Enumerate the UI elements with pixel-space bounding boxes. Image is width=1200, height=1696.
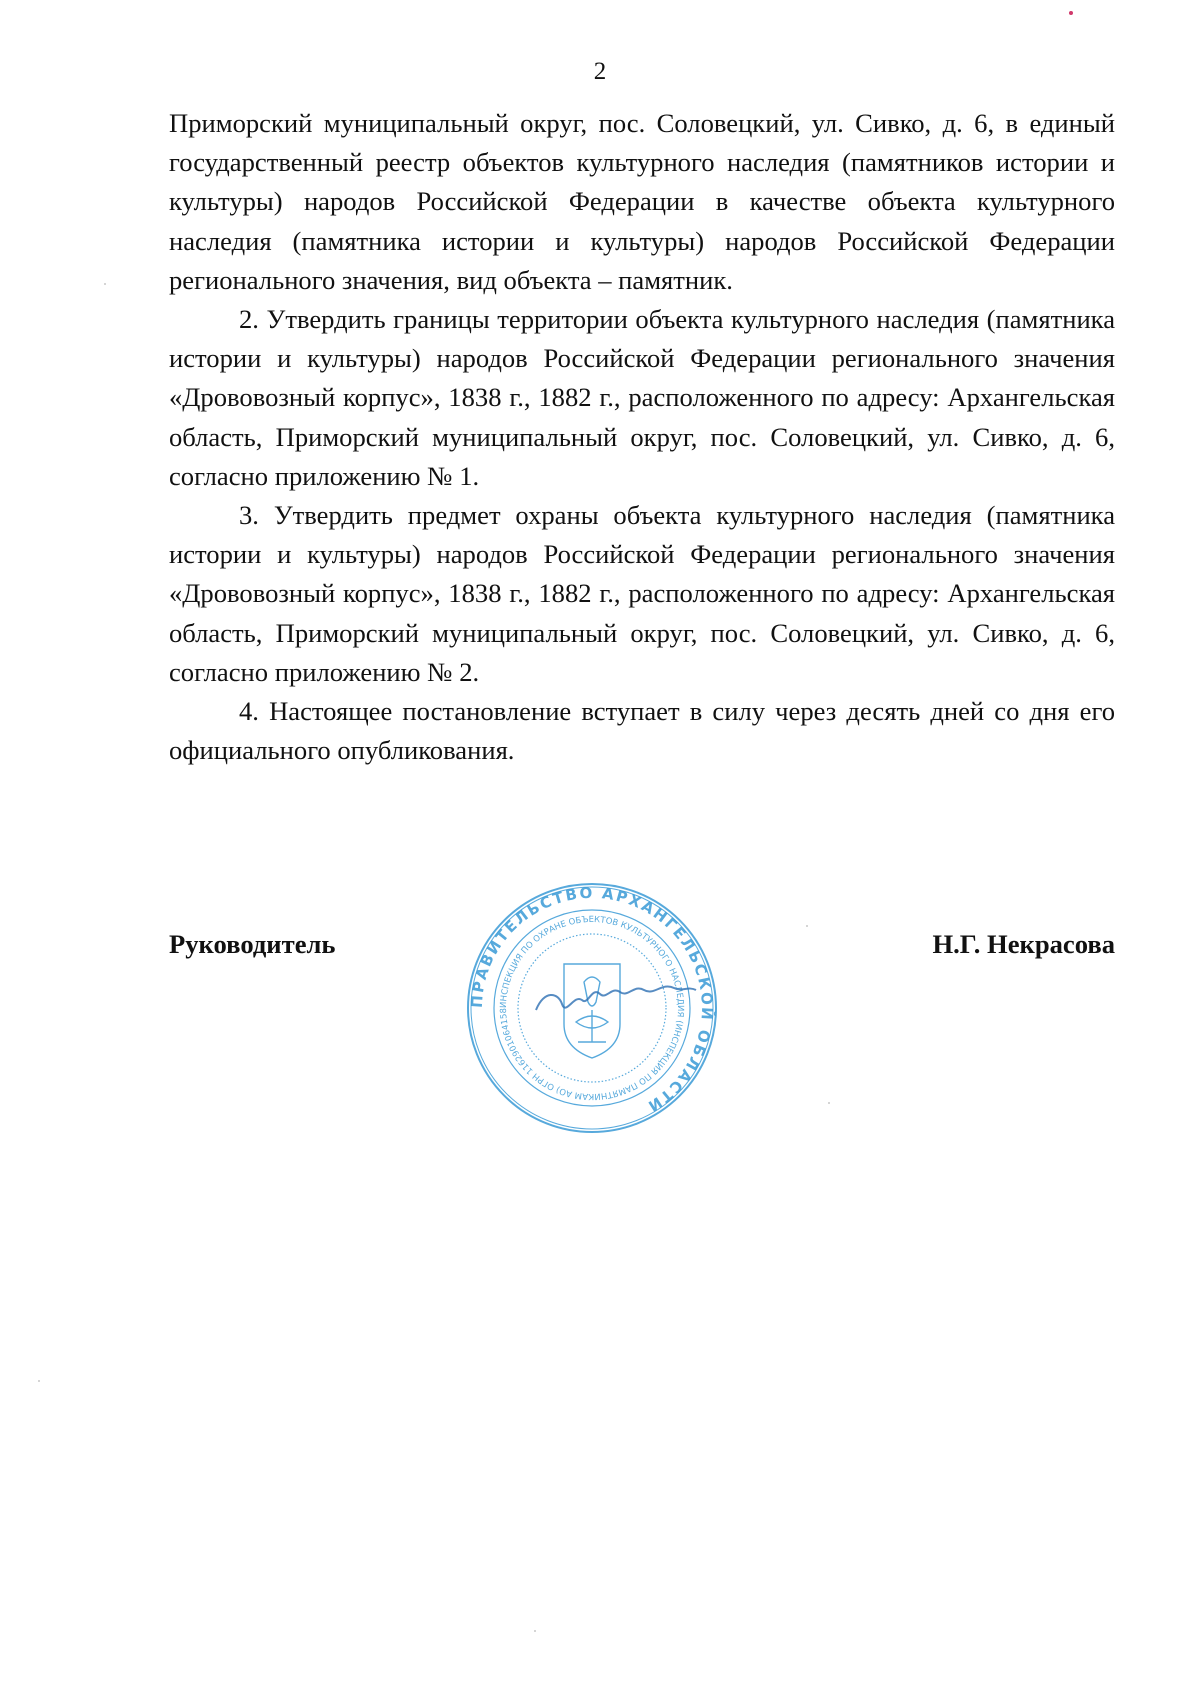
official-seal [466, 882, 718, 1134]
scan-speck [806, 925, 808, 927]
signer-title: Руководитель [169, 929, 336, 959]
paragraph-item-3: 3. Утвердить предмет охраны объекта культурного наследия (памятника истории и культуры) народов Российской Федерации регионального значения «Дрововозный корпус», 1838 г., 1882 г., расположенного по адресу: Архангельская область, Приморский муниципальный округ, пос. Соловецкий, ул. Сивко, д. 6, согласно приложению № 2. [169, 500, 1115, 687]
signer-name: Н.Г. Некрасова [932, 929, 1115, 959]
paragraph-item-2: 2. Утвердить границы территории объекта культурного наследия (памятника истории и культуры) народов Российской Федерации регионального значения «Дрововозный корпус», 1838 г., 1882 г., расположенного по адресу: Архангельская область, Приморский муниципальный округ, пос. Соловецкий, ул. Сивко, д. 6, согласно приложению № 1. [169, 304, 1115, 491]
paragraph-continuation: Приморский муниципальный округ, пос. Соловецкий, ул. Сивко, д. 6, в единый государственный реестр объектов культурного наследия (памятников истории и культуры) народов Российской Федерации в качестве объекта культурного наследия (памятника истории и культуры) народов Российской Федерации регионального значения, вид объекта – памятник. [169, 108, 1115, 295]
coat-of-arms-emblem [564, 964, 620, 1058]
scan-artifact-mark [1069, 11, 1073, 15]
handwritten-signature [536, 986, 696, 1010]
scan-speck [828, 1102, 830, 1104]
scan-speck [38, 1380, 40, 1382]
document-body [169, 104, 1115, 770]
seal-outer-text: ПРАВИТЕЛЬСТВО АРХАНГЕЛЬСКОЙ ОБЛАСТИ [467, 883, 717, 1117]
scan-speck [104, 283, 106, 285]
page-number: 2 [593, 58, 607, 85]
paragraph-item-4: 4. Настоящее постановление вступает в силу через десять дней со дня его официального опубликования. [169, 696, 1115, 766]
scan-speck [534, 1630, 536, 1632]
seal-inner-text: ИНСПЕКЦИЯ ПО ОХРАНЕ ОБЪЕКТОВ КУЛЬТУРНОГО НАСЛЕДИЯ (ИНСПЕКЦИЯ ПО ПАМЯТНИКАМ АО) ОГРН 1162901064158 [498, 914, 686, 1102]
